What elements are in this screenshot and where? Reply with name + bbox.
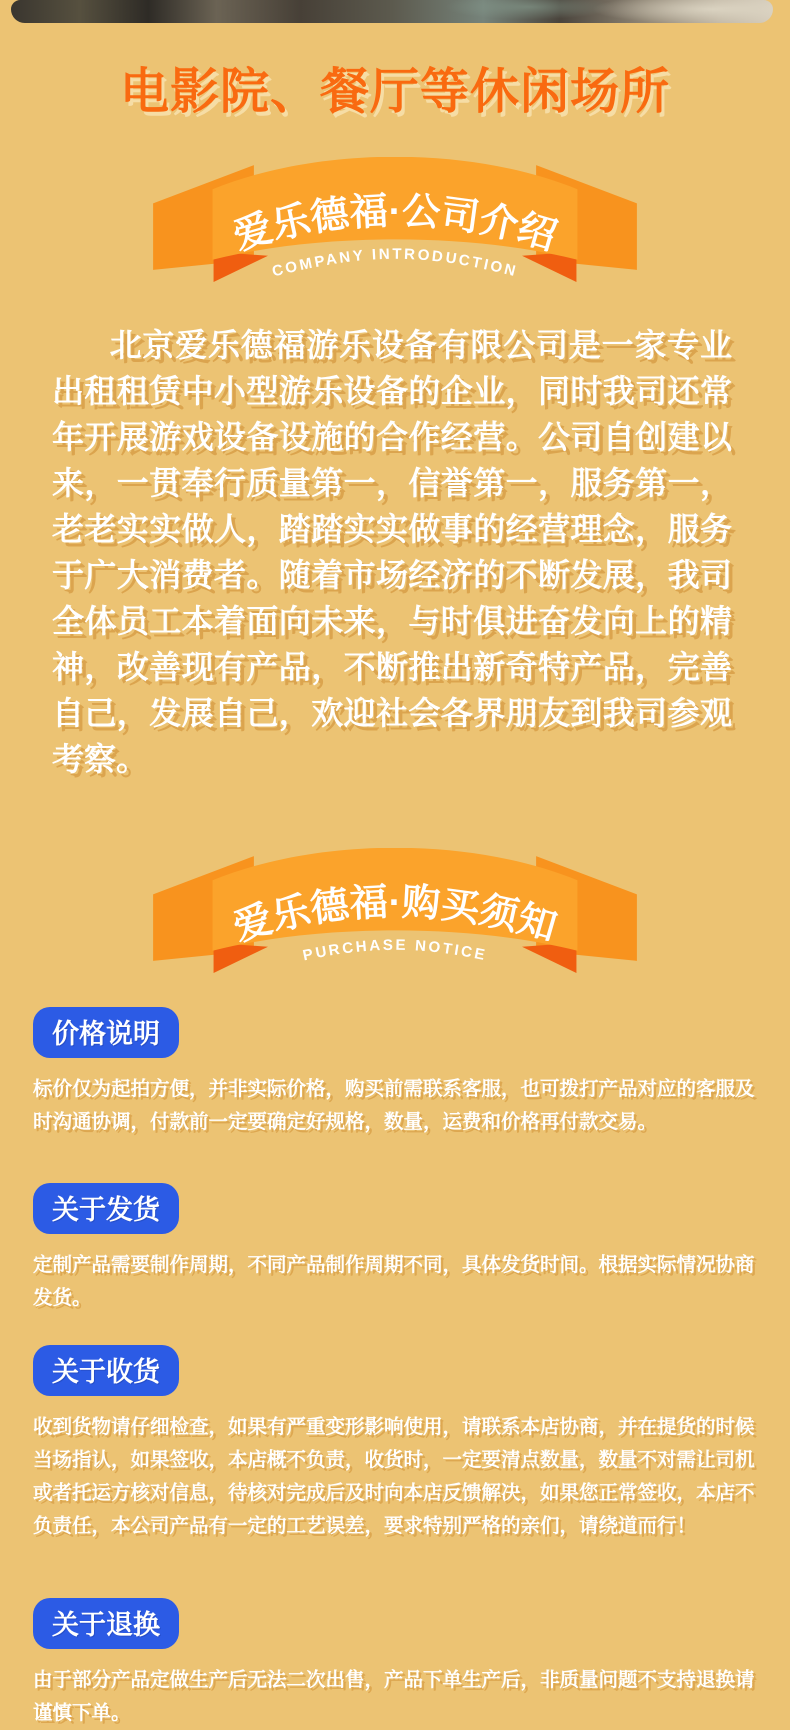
- notice-section-returns: [33, 1598, 760, 1730]
- ribbon-title: 爱乐德福·公司介绍: [228, 189, 562, 259]
- returns-notice-badge: 关于退换: [33, 1598, 179, 1649]
- ribbon-title: 爱乐德福·购买须知: [228, 880, 562, 950]
- returns-notice-text: 由于部分产品定做生产后无法二次出售，产品下单生产后，非质量问题不支持退换请谨慎下单。: [33, 1669, 755, 1724]
- company-intro-ribbon-banner: [152, 157, 638, 284]
- receiving-notice-badge: 关于收货: [33, 1345, 179, 1396]
- price-notice-badge: 价格说明: [33, 1007, 179, 1058]
- shipping-notice-text: 定制产品需要制作周期，不同产品制作周期不同，具体发货时间。根据实际情况协商发货。: [33, 1254, 755, 1309]
- purchase-notice-ribbon-banner: [152, 848, 638, 975]
- notice-section-price: [33, 1007, 760, 1139]
- ribbon-subtitle: COMPANY INTRODUCTION: [270, 245, 520, 281]
- company-intro-paragraph: 北京爱乐德福游乐设备有限公司是一家专业出租租赁中小型游乐设备的企业，同时我司还常年开展游戏设备设施的合作经营。公司自创建以来，一贯奉行质量第一，信誉第一，服务第一，老老实实做人，踏踏实实做事的经营理念，服务于广大消费者。随着市场经济的不断发展，我司全体员工本着面向未来，与时俱进奋发向上的精神，改善现有产品，不断推出新奇特产品，完善自己，发展自己，欢迎社会各界朋友到我司参观考察。: [52, 327, 732, 777]
- ribbon-subtitle: PURCHASE NOTICE: [301, 936, 489, 965]
- notice-section-receiving: [33, 1345, 760, 1543]
- receiving-notice-text: 收到货物请仔细检查，如果有严重变形影响使用，请联系本店协商，并在提货的时候当场指认，如果签收，本店概不负责，收货时，一定要清点数量，数量不对需让司机或者托运方核对信息，待核对完成后及时向本店反馈解决，如果您正常签收，本店不负责任，本公司产品有一定的工艺误差，要求特别严格的亲们，请绕道而行！: [33, 1416, 755, 1537]
- price-notice-text: 标价仅为起拍方便，并非实际价格，购买前需联系客服，也可拨打产品对应的客服及时沟通协调，付款前一定要确定好规格，数量，运费和价格再付款交易。: [33, 1078, 755, 1133]
- top-photo-strip: [11, 0, 773, 23]
- notice-section-shipping: [33, 1183, 760, 1315]
- shipping-notice-badge: 关于发货: [33, 1183, 179, 1234]
- page-title: 电影院、餐厅等休闲场所: [119, 65, 670, 119]
- purchase-notices: [33, 1007, 760, 1730]
